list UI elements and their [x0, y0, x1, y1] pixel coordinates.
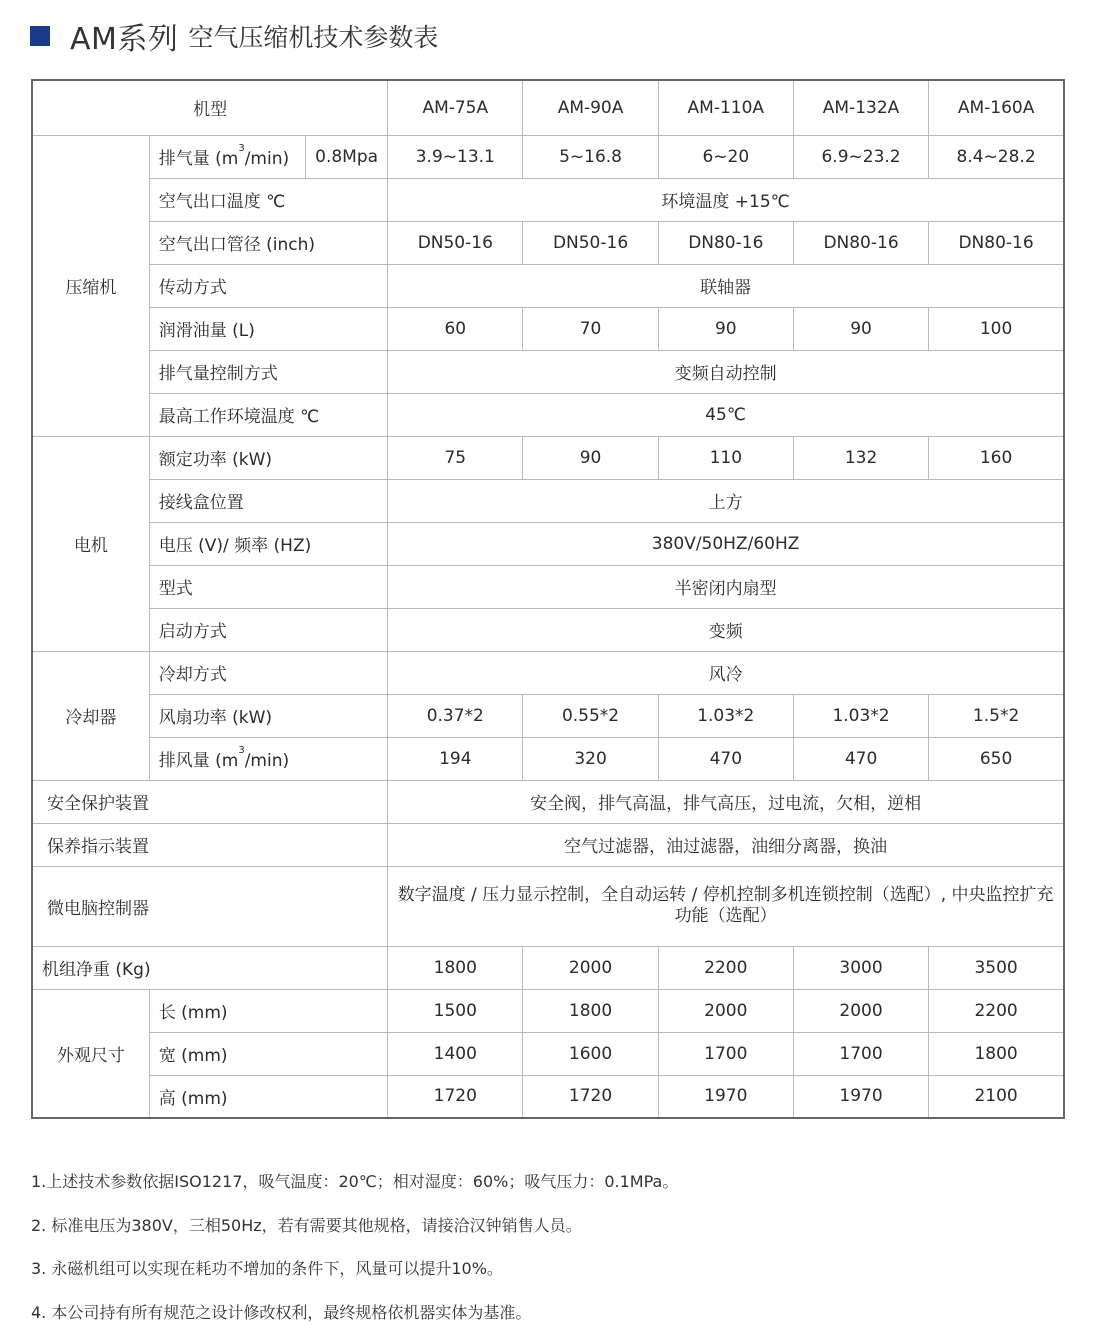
table-cell: 2200 [929, 989, 1064, 1032]
table-cell: 70 [523, 307, 658, 350]
row-label: 宽 (mm) [149, 1032, 387, 1075]
row-label: 型式 [149, 565, 387, 608]
series-name: AM系列 [70, 22, 179, 57]
row-label: 传动方式 [149, 264, 387, 307]
merged-cell: 变频自动控制 [388, 350, 1064, 393]
page-header [30, 16, 438, 56]
row-label: 电压 (V)/ 频率 (HZ) [149, 522, 387, 565]
merged-cell: 上方 [388, 479, 1064, 522]
model-cell: AM-75A [388, 80, 523, 135]
table-row [32, 565, 1064, 608]
merged-cell: 半密闭内扇型 [388, 565, 1064, 608]
pressure-label: 0.8Mpa [306, 135, 388, 178]
table-row [32, 522, 1064, 565]
table-cell: 1.03*2 [658, 694, 793, 737]
model-label: 机型 [32, 80, 388, 135]
page-title: 空气压缩机技术参数表 [188, 23, 439, 52]
airflow-label: 排风量 $(m^3/\min)$ [149, 737, 387, 780]
footnote: 2. 标准电压为380V，三相50Hz，若有需要其他规格，请接洽汉钟销售人员。 [31, 1215, 582, 1235]
table-row [32, 651, 1064, 694]
table-cell: 110 [658, 436, 793, 479]
table-row [32, 307, 1064, 350]
table-cell: 1970 [793, 1075, 928, 1118]
table-cell: 2100 [929, 1075, 1064, 1118]
table-cell: 90 [793, 307, 928, 350]
merged-cell: 数字温度 / 压力显示控制，全自动运转 / 停机控制多机连锁控制（选配）, 中央监控扩充功能（选配） [388, 866, 1064, 946]
model-cell: AM-110A [658, 80, 793, 135]
table-cell: 132 [793, 436, 928, 479]
table-cell: 1.03*2 [793, 694, 928, 737]
air-delivery-label: 排气量 $(m^3/\min)$ [149, 135, 305, 178]
table-cell: 1400 [388, 1032, 523, 1075]
row-label: 冷却方式 [149, 651, 387, 694]
model-cell: AM-90A [523, 80, 658, 135]
merged-cell: 变频 [388, 608, 1064, 651]
table-cell: DN80-16 [793, 221, 928, 264]
table-cell: 100 [929, 307, 1064, 350]
spec-table [31, 79, 1065, 1119]
table-cell: 2000 [523, 946, 658, 989]
merged-cell: 安全阀，排气高温，排气高压，过电流，欠相，逆相 [388, 780, 1064, 823]
table-cell: 1800 [523, 989, 658, 1032]
table-cell: 194 [388, 737, 523, 780]
table-row [32, 393, 1064, 436]
table-cell: 75 [388, 436, 523, 479]
table-cell: 1800 [388, 946, 523, 989]
row-label: 润滑油量 (L) [149, 307, 387, 350]
merged-cell: 风冷 [388, 651, 1064, 694]
table-cell: 470 [658, 737, 793, 780]
table-row [32, 178, 1064, 221]
table-cell: 6.9~23.2 [793, 135, 928, 178]
table-cell: 3000 [793, 946, 928, 989]
table-row [32, 350, 1064, 393]
group-cooler: 冷却器 [32, 651, 149, 780]
row-label: 最高工作环境温度 ℃ [149, 393, 387, 436]
merged-cell: 环境温度 +15℃ [388, 178, 1064, 221]
table-row [32, 823, 1064, 866]
model-cell: AM-160A [929, 80, 1064, 135]
table-cell: 1500 [388, 989, 523, 1032]
footnote: 3. 永磁机组可以实现在耗功不增加的条件下，风量可以提升10%。 [31, 1259, 503, 1278]
table-cell: 1970 [658, 1075, 793, 1118]
table-cell: 0.37*2 [388, 694, 523, 737]
row-label: 机组净重 (Kg) [32, 946, 388, 989]
row-label: 风扇功率 (kW) [149, 694, 387, 737]
table-row [32, 436, 1064, 479]
table-cell: DN50-16 [523, 221, 658, 264]
table-cell: 2000 [793, 989, 928, 1032]
table-cell: 90 [523, 436, 658, 479]
group-motor: 电机 [32, 436, 149, 651]
group-dimensions: 外观尺寸 [32, 989, 149, 1118]
table-cell: 2200 [658, 946, 793, 989]
table-row [32, 135, 1064, 178]
table-cell: 5~16.8 [523, 135, 658, 178]
footnotes [31, 1164, 678, 1338]
row-label: 接线盒位置 [149, 479, 387, 522]
footnote: 1.上述技术参数依据ISO1217，吸气温度：20℃；相对湿度：60%；吸气压力：0.1MPa。 [31, 1172, 679, 1191]
table-row [32, 737, 1064, 780]
footnote: 4. 本公司持有所有规范之设计修改权利，最终规格依机器实体为基准。 [31, 1302, 532, 1322]
table-row [32, 1075, 1064, 1118]
table-cell: 60 [388, 307, 523, 350]
group-compressor: 压缩机 [32, 135, 149, 436]
table-cell: DN80-16 [658, 221, 793, 264]
row-label: 启动方式 [149, 608, 387, 651]
merged-cell: 380V/50HZ/60HZ [388, 522, 1064, 565]
table-cell: 1600 [523, 1032, 658, 1075]
table-row [32, 264, 1064, 307]
table-row [32, 946, 1064, 989]
table-cell: 1700 [658, 1032, 793, 1075]
row-label: 空气出口管径 (inch) [149, 221, 387, 264]
table-cell: 160 [929, 436, 1064, 479]
table-row-models [32, 80, 1064, 135]
table-row [32, 989, 1064, 1032]
table-row [32, 866, 1064, 946]
model-cell: AM-132A [793, 80, 928, 135]
table-cell: 90 [658, 307, 793, 350]
table-cell: 1720 [523, 1075, 658, 1118]
table-cell: DN80-16 [929, 221, 1064, 264]
row-label: 空气出口温度 ℃ [149, 178, 387, 221]
table-row [32, 608, 1064, 651]
row-label: 高 (mm) [149, 1075, 387, 1118]
row-label: 额定功率 (kW) [149, 436, 387, 479]
table-row [32, 694, 1064, 737]
table-cell: DN50-16 [388, 221, 523, 264]
table-cell: 3500 [929, 946, 1064, 989]
table-cell: 2000 [658, 989, 793, 1032]
table-cell: 0.55*2 [523, 694, 658, 737]
table-cell: 6~20 [658, 135, 793, 178]
row-label: 长 (mm) [149, 989, 387, 1032]
table-cell: 320 [523, 737, 658, 780]
row-label: 安全保护装置 [32, 780, 388, 823]
table-row [32, 221, 1064, 264]
merged-cell: 45℃ [388, 393, 1064, 436]
row-label: 保养指示装置 [32, 823, 388, 866]
table-cell: 3.9~13.1 [388, 135, 523, 178]
merged-cell: 空气过滤器，油过滤器，油细分离器，换油 [388, 823, 1064, 866]
row-label: 微电脑控制器 [32, 866, 388, 946]
table-cell: 470 [793, 737, 928, 780]
table-cell: 8.4~28.2 [929, 135, 1064, 178]
header-bullet-icon [30, 26, 50, 46]
table-row [32, 1032, 1064, 1075]
row-label: 排气量控制方式 [149, 350, 387, 393]
table-cell: 1.5*2 [929, 694, 1064, 737]
table-cell: 1720 [388, 1075, 523, 1118]
table-row [32, 780, 1064, 823]
table-cell: 650 [929, 737, 1064, 780]
merged-cell: 联轴器 [388, 264, 1064, 307]
table-cell: 1800 [929, 1032, 1064, 1075]
table-cell: 1700 [793, 1032, 928, 1075]
table-row [32, 479, 1064, 522]
